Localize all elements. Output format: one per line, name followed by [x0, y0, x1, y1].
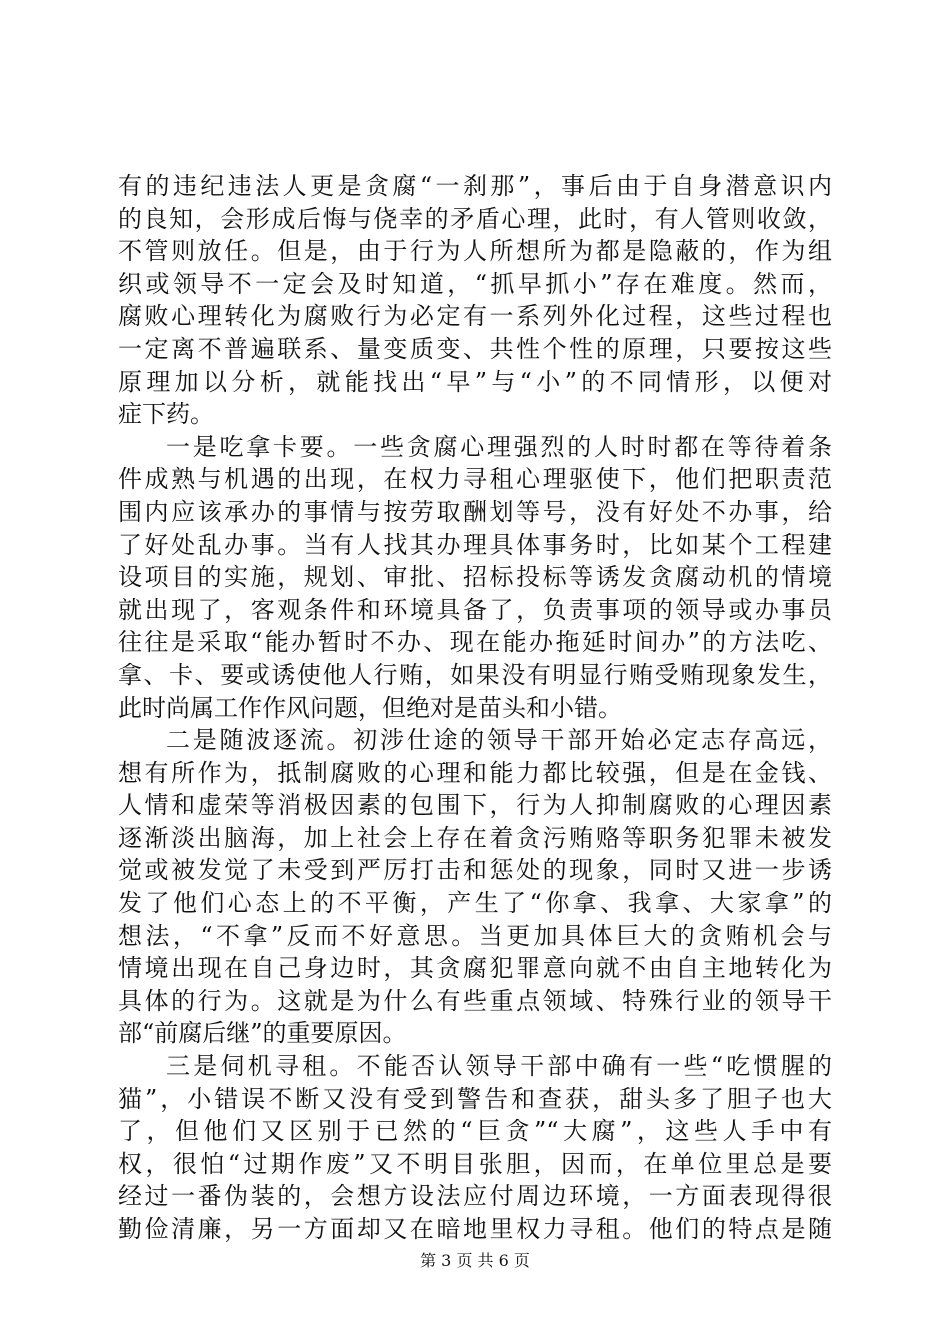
text-line: 织或领导不一定会及时知道，“抓早抓小”存在难度。然而，: [118, 269, 832, 298]
text-line: 一是吃拿卡要。一些贪腐心理强烈的人时时都在等待着条: [166, 432, 832, 461]
text-line: 人情和虚荣等消极因素的包围下，行为人抑制腐败的心理因素: [118, 791, 832, 820]
paragraph: [118, 170, 832, 431]
text-line: 围内应该承办的事情与按劳取酬划等号，没有好处不办事，给: [118, 497, 832, 526]
text-line: 设项目的实施，规划、审批、招标投标等诱发贪腐动机的情境: [118, 563, 832, 592]
text-line: 腐败心理转化为腐败行为必定有一系列外化过程，这些过程也: [118, 302, 832, 331]
body-text: [118, 170, 832, 1246]
text-line: 猫”，小错误不断又没有受到警告和查获，甜头多了胆子也大: [118, 1084, 832, 1113]
text-line: 了好处乱办事。当有人找其办理具体事务时，比如某个工程建: [118, 530, 832, 559]
text-line: 不管则放任。但是，由于行为人所想所为都是隐蔽的，作为组: [118, 237, 832, 266]
text-line: 想法，“不拿”反而不好意思。当更加具体巨大的贪贿机会与: [118, 921, 832, 950]
text-line: 就出现了，客观条件和环境具备了，负责事项的领导或办事员: [118, 595, 832, 624]
text-line: 具体的行为。这就是为什么有些重点领域、特殊行业的领导干: [118, 986, 832, 1015]
text-line: 想有所作为，抵制腐败的心理和能力都比较强，但是在金钱、: [118, 758, 832, 787]
page-footer: 第 3 页 共 6 页: [420, 1251, 530, 1270]
text-line: 权，很怕“过期作废”又不明目张胆，因而，在单位里总是要: [118, 1149, 832, 1178]
text-line: 情境出现在自己身边时，其贪腐犯罪意向就不由自主地转化为: [118, 954, 832, 983]
text-line: 此时尚属工作作风问题，但绝对是苗头和小错。: [118, 693, 622, 722]
text-line: 二是随波逐流。初涉仕途的领导干部开始必定志存高远，: [166, 726, 832, 755]
text-line: 症下药。: [118, 400, 214, 429]
text-line: 部“前腐后继”的重要原因。: [118, 1019, 407, 1048]
text-line: 往往是采取“能办暂时不办、现在能办拖延时间办”的方法吃、: [118, 628, 832, 657]
text-line: 拿、卡、要或诱使他人行贿，如果没有明显行贿受贿现象发生，: [118, 660, 832, 689]
text-line: 一定离不普遍联系、量变质变、共性个性的原理，只要按这些: [118, 334, 832, 363]
text-line: 的良知，会形成后悔与侥幸的矛盾心理，此时，有人管则收敛，: [118, 204, 832, 233]
text-line: 三是伺机寻租。不能否认领导干部中确有一些“吃惯腥的: [166, 1052, 832, 1081]
text-line: 觉或被发觉了未受到严厉打击和惩处的现象，同时又进一步诱: [118, 856, 832, 885]
text-line: 逐渐淡出脑海，加上社会上存在着贪污贿赂等职务犯罪未被发: [118, 823, 832, 852]
text-line: 了，但他们又区别于已然的“巨贪”“大腐”，这些人手中有: [118, 1117, 832, 1146]
paragraph: [118, 724, 832, 1050]
text-line: 件成熟与机遇的出现，在权力寻租心理驱使下，他们把职责范: [118, 465, 832, 494]
text-line: 有的违纪违法人更是贪腐“一刹那”，事后由于自身潜意识内: [118, 172, 832, 200]
text-line: 经过一番伪装的，会想方设法应付周边环境，一方面表现得很: [118, 1182, 832, 1211]
paragraph: [118, 1050, 832, 1246]
text-line: 勤俭清廉，另一方面却又在暗地里权力寻租。他们的特点是随: [118, 1215, 832, 1243]
paragraph: [118, 431, 832, 724]
text-line: 发了他们心态上的不平衡，产生了“你拿、我拿、大家拿”的: [118, 889, 832, 918]
text-line: 原理加以分析，就能找出“早”与“小”的不同情形，以便对: [118, 367, 832, 396]
